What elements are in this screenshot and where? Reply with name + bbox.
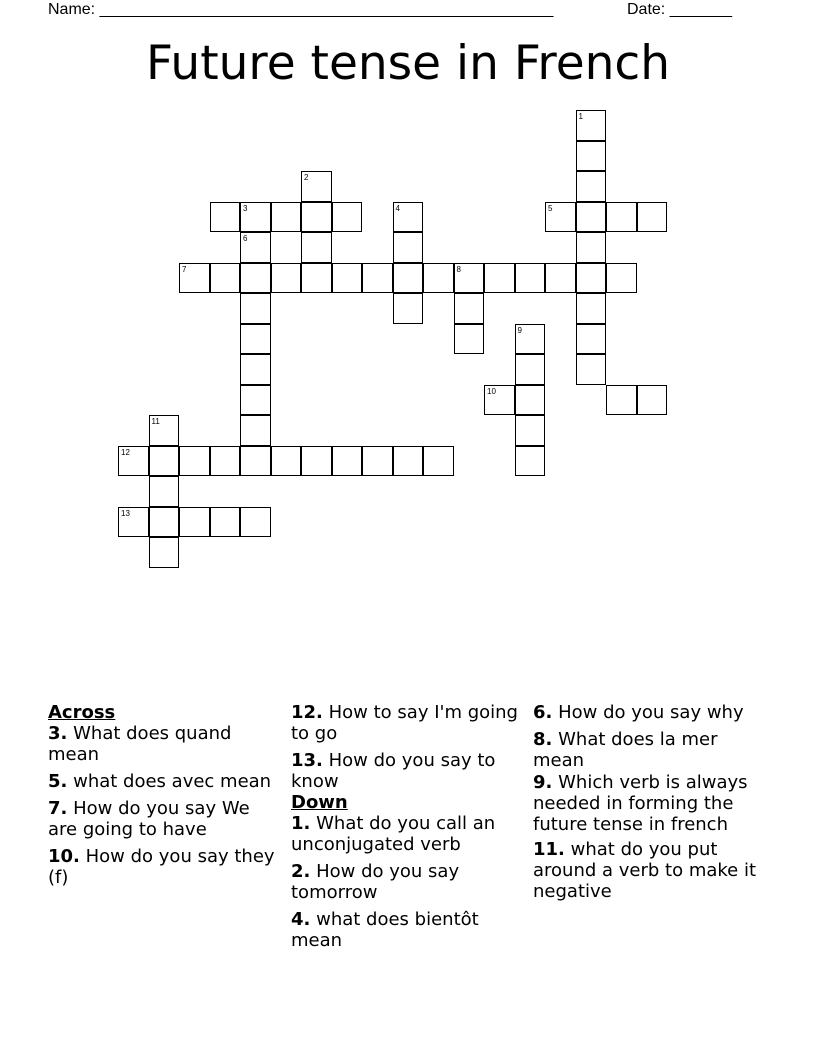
clue-down-4 xyxy=(291,909,523,951)
grid-cell[interactable] xyxy=(576,232,607,263)
clue-text: How do you say they (f) xyxy=(48,846,275,888)
grid-cell[interactable] xyxy=(301,171,332,202)
grid-cell[interactable] xyxy=(484,385,515,416)
grid-cell[interactable] xyxy=(576,263,607,294)
grid-cell[interactable] xyxy=(393,446,424,477)
grid-cell[interactable] xyxy=(576,171,607,202)
grid-cell[interactable] xyxy=(515,263,546,294)
grid-cell[interactable] xyxy=(301,202,332,233)
clue-number: 3. xyxy=(48,723,68,744)
grid-cell[interactable] xyxy=(606,202,637,233)
grid-cell[interactable] xyxy=(484,263,515,294)
clue-text: What does quand mean xyxy=(48,723,232,765)
grid-cell[interactable] xyxy=(576,202,607,233)
grid-cell[interactable] xyxy=(393,293,424,324)
grid-cell[interactable] xyxy=(576,110,607,141)
grid-cell[interactable] xyxy=(210,446,241,477)
grid-cell[interactable] xyxy=(606,263,637,294)
clue-number: 6. xyxy=(533,702,553,723)
clue-across-13 xyxy=(291,750,523,792)
clue-across-5 xyxy=(48,771,278,792)
clue-down-8 xyxy=(533,729,773,771)
grid-cell[interactable] xyxy=(454,293,485,324)
grid-cell[interactable] xyxy=(423,263,454,294)
clue-number-label: 4 xyxy=(395,203,400,213)
clue-text: what do you put around a verb to make it negative xyxy=(533,839,757,902)
grid-cell[interactable] xyxy=(515,385,546,416)
grid-cell[interactable] xyxy=(393,263,424,294)
across-heading: Across xyxy=(48,702,116,723)
grid-cell[interactable] xyxy=(240,354,271,385)
grid-cell[interactable] xyxy=(545,202,576,233)
grid-cell[interactable] xyxy=(332,263,363,294)
clue-across-10 xyxy=(48,846,278,888)
grid-cell[interactable] xyxy=(576,141,607,172)
date-field-label: Date: _______ xyxy=(627,1,732,18)
clue-down-9 xyxy=(533,772,773,835)
clue-down-1 xyxy=(291,813,523,855)
grid-cell[interactable] xyxy=(332,202,363,233)
clue-across-12 xyxy=(291,702,523,744)
clue-down-6 xyxy=(533,702,773,723)
grid-cell[interactable] xyxy=(240,385,271,416)
clue-column-2 xyxy=(291,702,523,957)
clue-column-3 xyxy=(533,702,773,908)
clue-number-label: 8 xyxy=(456,264,461,274)
down-heading: Down xyxy=(291,792,348,813)
grid-cell[interactable] xyxy=(393,232,424,263)
clue-number-label: 3 xyxy=(243,203,248,213)
clue-text: How to say I'm going to go xyxy=(291,702,518,744)
grid-cell[interactable] xyxy=(515,446,546,477)
grid-cell[interactable] xyxy=(515,354,546,385)
grid-cell[interactable] xyxy=(454,324,485,355)
grid-cell[interactable] xyxy=(576,293,607,324)
clue-text: How do you say why xyxy=(558,702,744,723)
clue-number-label: 9 xyxy=(517,325,522,335)
clue-text: What does la mer mean xyxy=(533,729,718,771)
clue-column-1 xyxy=(48,702,278,894)
clue-number: 10. xyxy=(48,846,80,867)
clue-number-label: 5 xyxy=(548,203,553,213)
grid-cell[interactable] xyxy=(240,415,271,446)
clue-down-2 xyxy=(291,861,523,903)
clue-text: How do you say to know xyxy=(291,750,496,792)
grid-cell[interactable] xyxy=(423,446,454,477)
grid-cell[interactable] xyxy=(576,324,607,355)
grid-cell[interactable] xyxy=(240,293,271,324)
clue-across-7 xyxy=(48,798,278,840)
grid-cell[interactable] xyxy=(576,354,607,385)
grid-cell[interactable] xyxy=(637,385,668,416)
grid-cell[interactable] xyxy=(240,324,271,355)
clue-number: 9. xyxy=(533,772,553,793)
grid-cell[interactable] xyxy=(210,507,241,538)
grid-cell[interactable] xyxy=(240,507,271,538)
clue-number: 11. xyxy=(533,839,565,860)
grid-cell[interactable] xyxy=(240,232,271,263)
grid-cell[interactable] xyxy=(149,415,180,446)
grid-cell[interactable] xyxy=(240,202,271,233)
clue-number: 5. xyxy=(48,771,68,792)
grid-cell[interactable] xyxy=(271,446,302,477)
clue-number-label: 2 xyxy=(304,173,309,182)
grid-cell[interactable] xyxy=(515,324,546,355)
grid-cell[interactable] xyxy=(149,537,180,568)
clue-number-label: 13 xyxy=(121,508,130,518)
grid-cell[interactable] xyxy=(271,202,302,233)
grid-cell[interactable] xyxy=(271,263,302,294)
clue-text: What do you call an unconjugated verb xyxy=(291,813,496,855)
grid-cell[interactable] xyxy=(149,446,180,477)
clue-text: How do you say tomorrow xyxy=(291,861,460,903)
grid-cell[interactable] xyxy=(118,446,149,477)
grid-cell[interactable] xyxy=(149,507,180,538)
clue-text: what does avec mean xyxy=(73,771,272,792)
clue-number-label: 10 xyxy=(487,386,496,396)
clue-number-label: 12 xyxy=(121,447,130,457)
grid-cell[interactable] xyxy=(301,446,332,477)
clue-number: 1. xyxy=(291,813,311,834)
clue-number: 12. xyxy=(291,702,323,723)
grid-cell[interactable] xyxy=(210,202,241,233)
clue-number: 2. xyxy=(291,861,311,882)
grid-cell[interactable] xyxy=(637,202,668,233)
clue-number: 4. xyxy=(291,909,311,930)
grid-cell[interactable] xyxy=(179,446,210,477)
page-title: Future tense in French xyxy=(145,36,671,91)
grid-cell[interactable] xyxy=(362,446,393,477)
clue-text: what does bientôt mean xyxy=(291,909,479,951)
grid-cell[interactable] xyxy=(606,385,637,416)
clue-across-3 xyxy=(48,723,278,765)
clue-number-label: 7 xyxy=(182,264,187,274)
grid-cell[interactable] xyxy=(515,415,546,446)
clue-number: 8. xyxy=(533,729,553,750)
grid-cell[interactable] xyxy=(179,507,210,538)
clue-number: 13. xyxy=(291,750,323,771)
grid-cell[interactable] xyxy=(362,263,393,294)
grid-cell[interactable] xyxy=(454,263,485,294)
clue-number: 7. xyxy=(48,798,68,819)
clue-number-label: 6 xyxy=(243,234,248,243)
clue-text: How do you say We are going to have xyxy=(48,798,250,840)
clue-text: Which verb is always needed in forming the future tense in french xyxy=(533,772,748,835)
grid-cell[interactable] xyxy=(332,446,363,477)
grid-cell[interactable] xyxy=(301,232,332,263)
name-field-label: Name: ___________________________________________________ xyxy=(48,1,554,18)
grid-cell[interactable] xyxy=(301,263,332,294)
grid-cell[interactable] xyxy=(240,446,271,477)
grid-cell[interactable] xyxy=(240,263,271,294)
grid-cell[interactable] xyxy=(210,263,241,294)
grid-cell[interactable] xyxy=(179,263,210,294)
grid-cell[interactable] xyxy=(545,263,576,294)
clue-number-label: 1 xyxy=(578,112,583,121)
grid-cell[interactable] xyxy=(118,507,149,538)
clue-number-label: 11 xyxy=(151,417,160,426)
grid-cell[interactable] xyxy=(393,202,424,233)
clue-down-11 xyxy=(533,839,773,902)
grid-cell[interactable] xyxy=(149,476,180,507)
